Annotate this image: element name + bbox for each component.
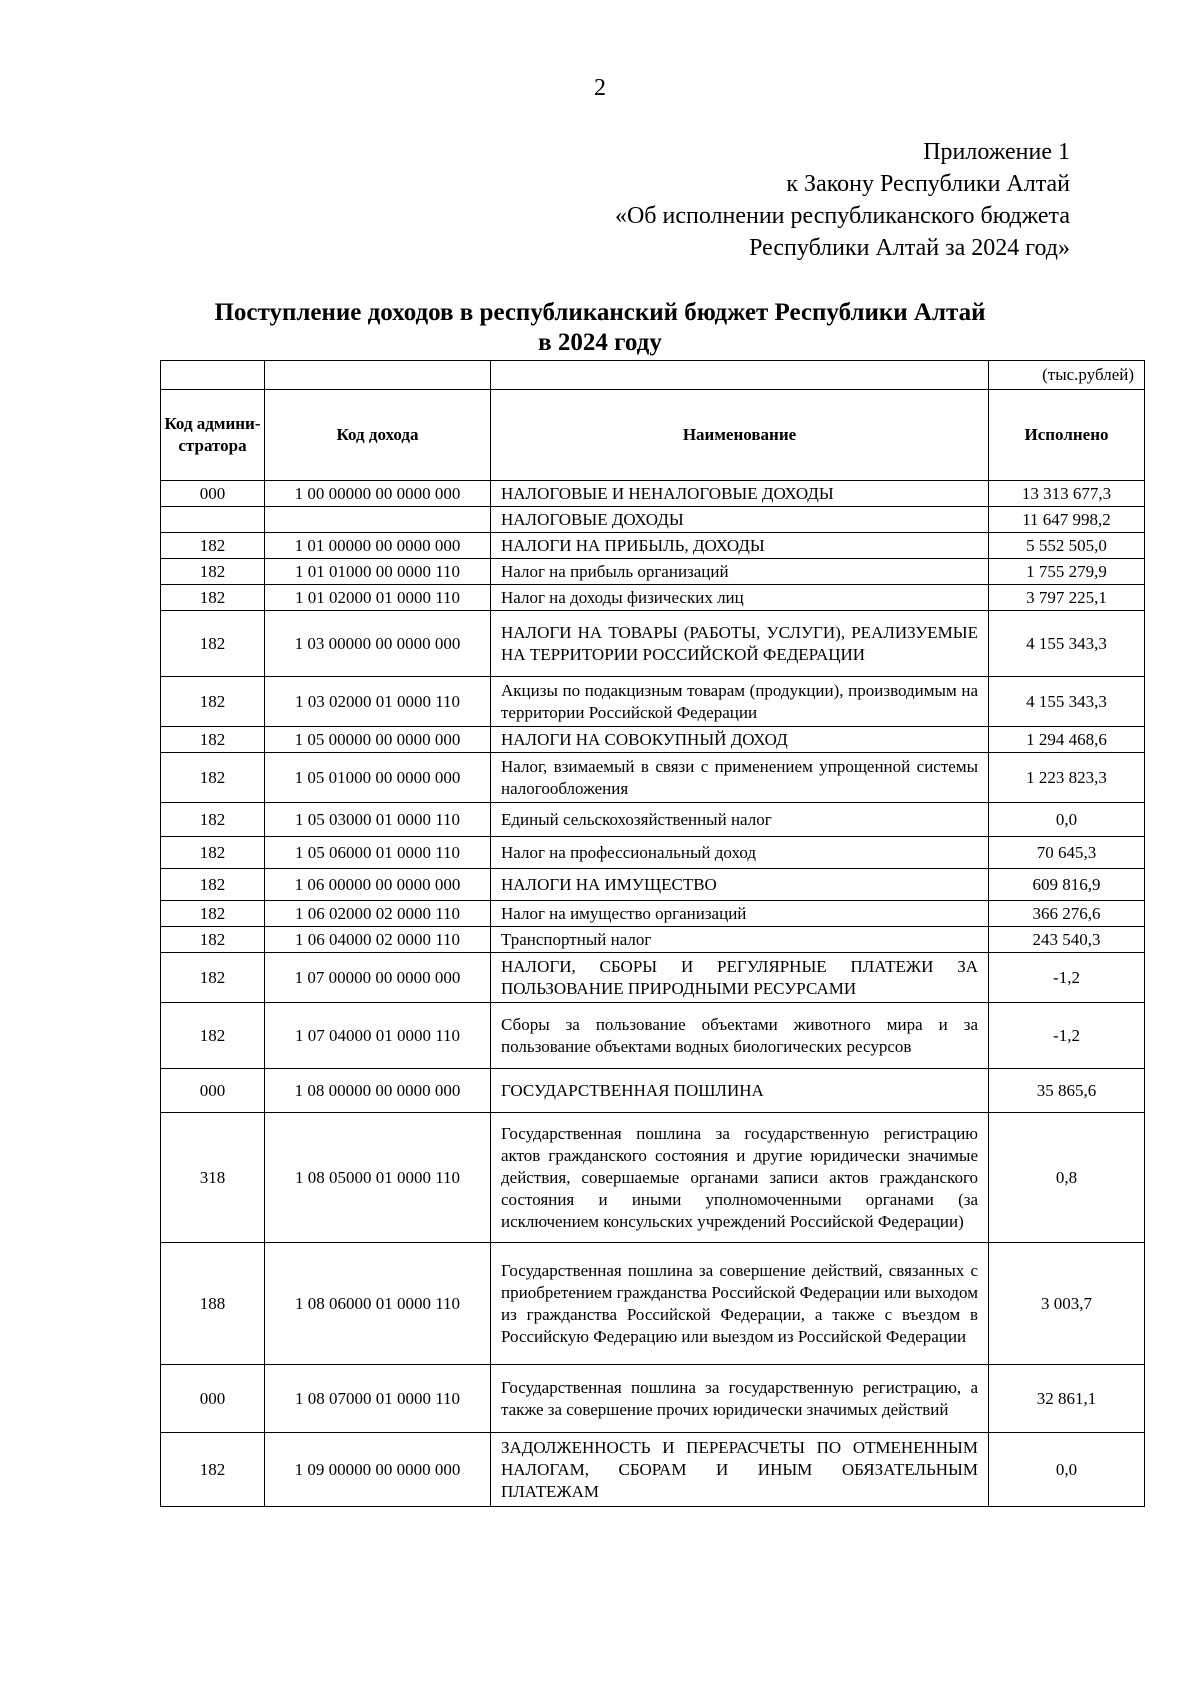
- name-cell: ЗАДОЛЖЕННОСТЬ И ПЕРЕРАСЧЕТЫ ПО ОТМЕНЕННЫМ НАЛОГАМ, СБОРАМ И ИНЫМ ОБЯЗАТЕЛЬНЫМ ПЛАТЕЖАМ: [491, 1433, 989, 1507]
- appendix-line: Республики Алтай за 2024 год»: [749, 235, 1070, 261]
- executed-value-cell: 3 003,7: [989, 1243, 1145, 1365]
- income-code-cell: 1 06 02000 02 0000 110: [265, 901, 491, 927]
- income-code-cell: 1 07 00000 00 0000 000: [265, 953, 491, 1003]
- executed-value-cell: 4 155 343,3: [989, 611, 1145, 677]
- income-code-cell: 1 00 00000 00 0000 000: [265, 481, 491, 507]
- table-row: [161, 481, 1145, 507]
- admin-code-cell: 182: [161, 585, 265, 611]
- income-code-cell: 1 06 00000 00 0000 000: [265, 869, 491, 901]
- name-cell: НАЛОГИ НА ИМУЩЕСТВО: [491, 869, 989, 901]
- units-row: [161, 361, 1145, 390]
- income-code-cell: 1 08 06000 01 0000 110: [265, 1243, 491, 1365]
- executed-value-cell: 1 755 279,9: [989, 559, 1145, 585]
- header-admin-code: Код админи-стратора: [161, 390, 265, 481]
- empty-cell: [491, 361, 989, 390]
- admin-code-cell: 182: [161, 927, 265, 953]
- executed-value-cell: 0,8: [989, 1113, 1145, 1243]
- income-code-cell: 1 08 05000 01 0000 110: [265, 1113, 491, 1243]
- income-code-cell: 1 05 03000 01 0000 110: [265, 803, 491, 837]
- table-row: [161, 869, 1145, 901]
- income-code-cell: 1 07 04000 01 0000 110: [265, 1003, 491, 1069]
- name-cell: Государственная пошлина за государственную регистрацию, а также за совершение прочих юридически значимых действий: [491, 1365, 989, 1433]
- income-code-cell: 1 08 00000 00 0000 000: [265, 1069, 491, 1113]
- admin-code-cell: 182: [161, 533, 265, 559]
- executed-value-cell: 1 294 468,6: [989, 727, 1145, 753]
- admin-code-cell: 182: [161, 677, 265, 727]
- table-row: [161, 1003, 1145, 1069]
- executed-value-cell: 5 552 505,0: [989, 533, 1145, 559]
- admin-code-cell: 000: [161, 1069, 265, 1113]
- table-row: [161, 727, 1145, 753]
- executed-value-cell: 0,0: [989, 1433, 1145, 1507]
- executed-value-cell: -1,2: [989, 1003, 1145, 1069]
- admin-code-cell: 182: [161, 953, 265, 1003]
- table-row: [161, 1365, 1145, 1433]
- income-code-cell: 1 01 01000 00 0000 110: [265, 559, 491, 585]
- document-title-line: Поступление доходов в республиканский бюджет Республики Алтай: [214, 299, 986, 326]
- page-number: 2: [594, 75, 606, 101]
- name-cell: Государственная пошлина за государственную регистрацию актов гражданского состояния и другие юридически значимые действия, совершаемые органами записи актов гражданского состояния и иными уполномоченными органами (за исключением консульских учреждений Российской Федерации): [491, 1113, 989, 1243]
- table-row: [161, 1433, 1145, 1507]
- admin-code-cell: 182: [161, 837, 265, 869]
- income-code-cell: 1 03 02000 01 0000 110: [265, 677, 491, 727]
- admin-code-cell: 000: [161, 1365, 265, 1433]
- table-row: [161, 953, 1145, 1003]
- table-row: [161, 837, 1145, 869]
- table-row: [161, 611, 1145, 677]
- income-code-cell: 1 06 04000 02 0000 110: [265, 927, 491, 953]
- header-name: Наименование: [491, 390, 989, 481]
- executed-value-cell: 609 816,9: [989, 869, 1145, 901]
- executed-value-cell: 366 276,6: [989, 901, 1145, 927]
- name-cell: НАЛОГОВЫЕ ДОХОДЫ: [491, 507, 989, 533]
- admin-code-cell: 182: [161, 611, 265, 677]
- name-cell: Налог на доходы физических лиц: [491, 585, 989, 611]
- table-row: [161, 1113, 1145, 1243]
- header-income-code: Код дохода: [265, 390, 491, 481]
- name-cell: Сборы за пользование объектами животного мира и за пользование объектами водных биологических ресурсов: [491, 1003, 989, 1069]
- income-code-cell: 1 05 01000 00 0000 000: [265, 753, 491, 803]
- income-code-cell: 1 01 02000 01 0000 110: [265, 585, 491, 611]
- income-code-cell: 1 09 00000 00 0000 000: [265, 1433, 491, 1507]
- executed-value-cell: 13 313 677,3: [989, 481, 1145, 507]
- admin-code-cell: 182: [161, 559, 265, 585]
- name-cell: Транспортный налог: [491, 927, 989, 953]
- name-cell: НАЛОГИ, СБОРЫ И РЕГУЛЯРНЫЕ ПЛАТЕЖИ ЗА ПОЛЬЗОВАНИЕ ПРИРОДНЫМИ РЕСУРСАМИ: [491, 953, 989, 1003]
- admin-code-cell: 182: [161, 1433, 265, 1507]
- document-title-line: в 2024 году: [538, 329, 662, 356]
- table-row: [161, 927, 1145, 953]
- name-cell: Акцизы по подакцизным товарам (продукции), производимым на территории Российской Федерации: [491, 677, 989, 727]
- admin-code-cell: 182: [161, 901, 265, 927]
- revenue-table: [160, 360, 1145, 1507]
- income-code-cell: 1 03 00000 00 0000 000: [265, 611, 491, 677]
- executed-value-cell: -1,2: [989, 953, 1145, 1003]
- executed-value-cell: 1 223 823,3: [989, 753, 1145, 803]
- document-title: [0, 298, 1200, 358]
- income-code-cell: 1 08 07000 01 0000 110: [265, 1365, 491, 1433]
- executed-value-cell: 70 645,3: [989, 837, 1145, 869]
- table-row: [161, 1069, 1145, 1113]
- executed-value-cell: 4 155 343,3: [989, 677, 1145, 727]
- name-cell: Единый сельскохозяйственный налог: [491, 803, 989, 837]
- table-row: [161, 533, 1145, 559]
- executed-value-cell: 0,0: [989, 803, 1145, 837]
- appendix-line: «Об исполнении республиканского бюджета: [614, 203, 1070, 229]
- admin-code-cell: [161, 507, 265, 533]
- units-label: (тыс.рублей): [989, 361, 1145, 390]
- table-row: [161, 585, 1145, 611]
- income-code-cell: 1 01 00000 00 0000 000: [265, 533, 491, 559]
- admin-code-cell: 318: [161, 1113, 265, 1243]
- name-cell: НАЛОГИ НА СОВОКУПНЫЙ ДОХОД: [491, 727, 989, 753]
- name-cell: Налог на прибыль организаций: [491, 559, 989, 585]
- income-code-cell: [265, 507, 491, 533]
- admin-code-cell: 182: [161, 1003, 265, 1069]
- income-code-cell: 1 05 00000 00 0000 000: [265, 727, 491, 753]
- name-cell: НАЛОГИ НА ПРИБЫЛЬ, ДОХОДЫ: [491, 533, 989, 559]
- executed-value-cell: 35 865,6: [989, 1069, 1145, 1113]
- appendix-line: Приложение 1: [923, 139, 1070, 165]
- header-row: [161, 390, 1145, 481]
- admin-code-cell: 182: [161, 753, 265, 803]
- admin-code-cell: 182: [161, 869, 265, 901]
- table-row: [161, 901, 1145, 927]
- empty-cell: [161, 361, 265, 390]
- table-row: [161, 803, 1145, 837]
- table-row: [161, 507, 1145, 533]
- header-executed: Исполнено: [989, 390, 1145, 481]
- table-row: [161, 677, 1145, 727]
- admin-code-cell: 188: [161, 1243, 265, 1365]
- admin-code-cell: 182: [161, 727, 265, 753]
- appendix-note: [615, 136, 1070, 264]
- income-code-cell: 1 05 06000 01 0000 110: [265, 837, 491, 869]
- executed-value-cell: 243 540,3: [989, 927, 1145, 953]
- name-cell: Налог на имущество организаций: [491, 901, 989, 927]
- name-cell: Государственная пошлина за совершение действий, связанных с приобретением гражданства Российской Федерации или выходом из гражданства Российской Федерации, а также с въездом в Российскую Федерацию или выездом из Российской Федерации: [491, 1243, 989, 1365]
- table-row: [161, 559, 1145, 585]
- table-row: [161, 753, 1145, 803]
- appendix-line: к Закону Республики Алтай: [786, 171, 1070, 197]
- name-cell: Налог на профессиональный доход: [491, 837, 989, 869]
- admin-code-cell: 182: [161, 803, 265, 837]
- name-cell: ГОСУДАРСТВЕННАЯ ПОШЛИНА: [491, 1069, 989, 1113]
- executed-value-cell: 32 861,1: [989, 1365, 1145, 1433]
- table-row: [161, 1243, 1145, 1365]
- executed-value-cell: 3 797 225,1: [989, 585, 1145, 611]
- admin-code-cell: 000: [161, 481, 265, 507]
- executed-value-cell: 11 647 998,2: [989, 507, 1145, 533]
- empty-cell: [265, 361, 491, 390]
- name-cell: Налог, взимаемый в связи с применением упрощенной системы налогообложения: [491, 753, 989, 803]
- name-cell: НАЛОГИ НА ТОВАРЫ (РАБОТЫ, УСЛУГИ), РЕАЛИЗУЕМЫЕ НА ТЕРРИТОРИИ РОССИЙСКОЙ ФЕДЕРАЦИИ: [491, 611, 989, 677]
- name-cell: НАЛОГОВЫЕ И НЕНАЛОГОВЫЕ ДОХОДЫ: [491, 481, 989, 507]
